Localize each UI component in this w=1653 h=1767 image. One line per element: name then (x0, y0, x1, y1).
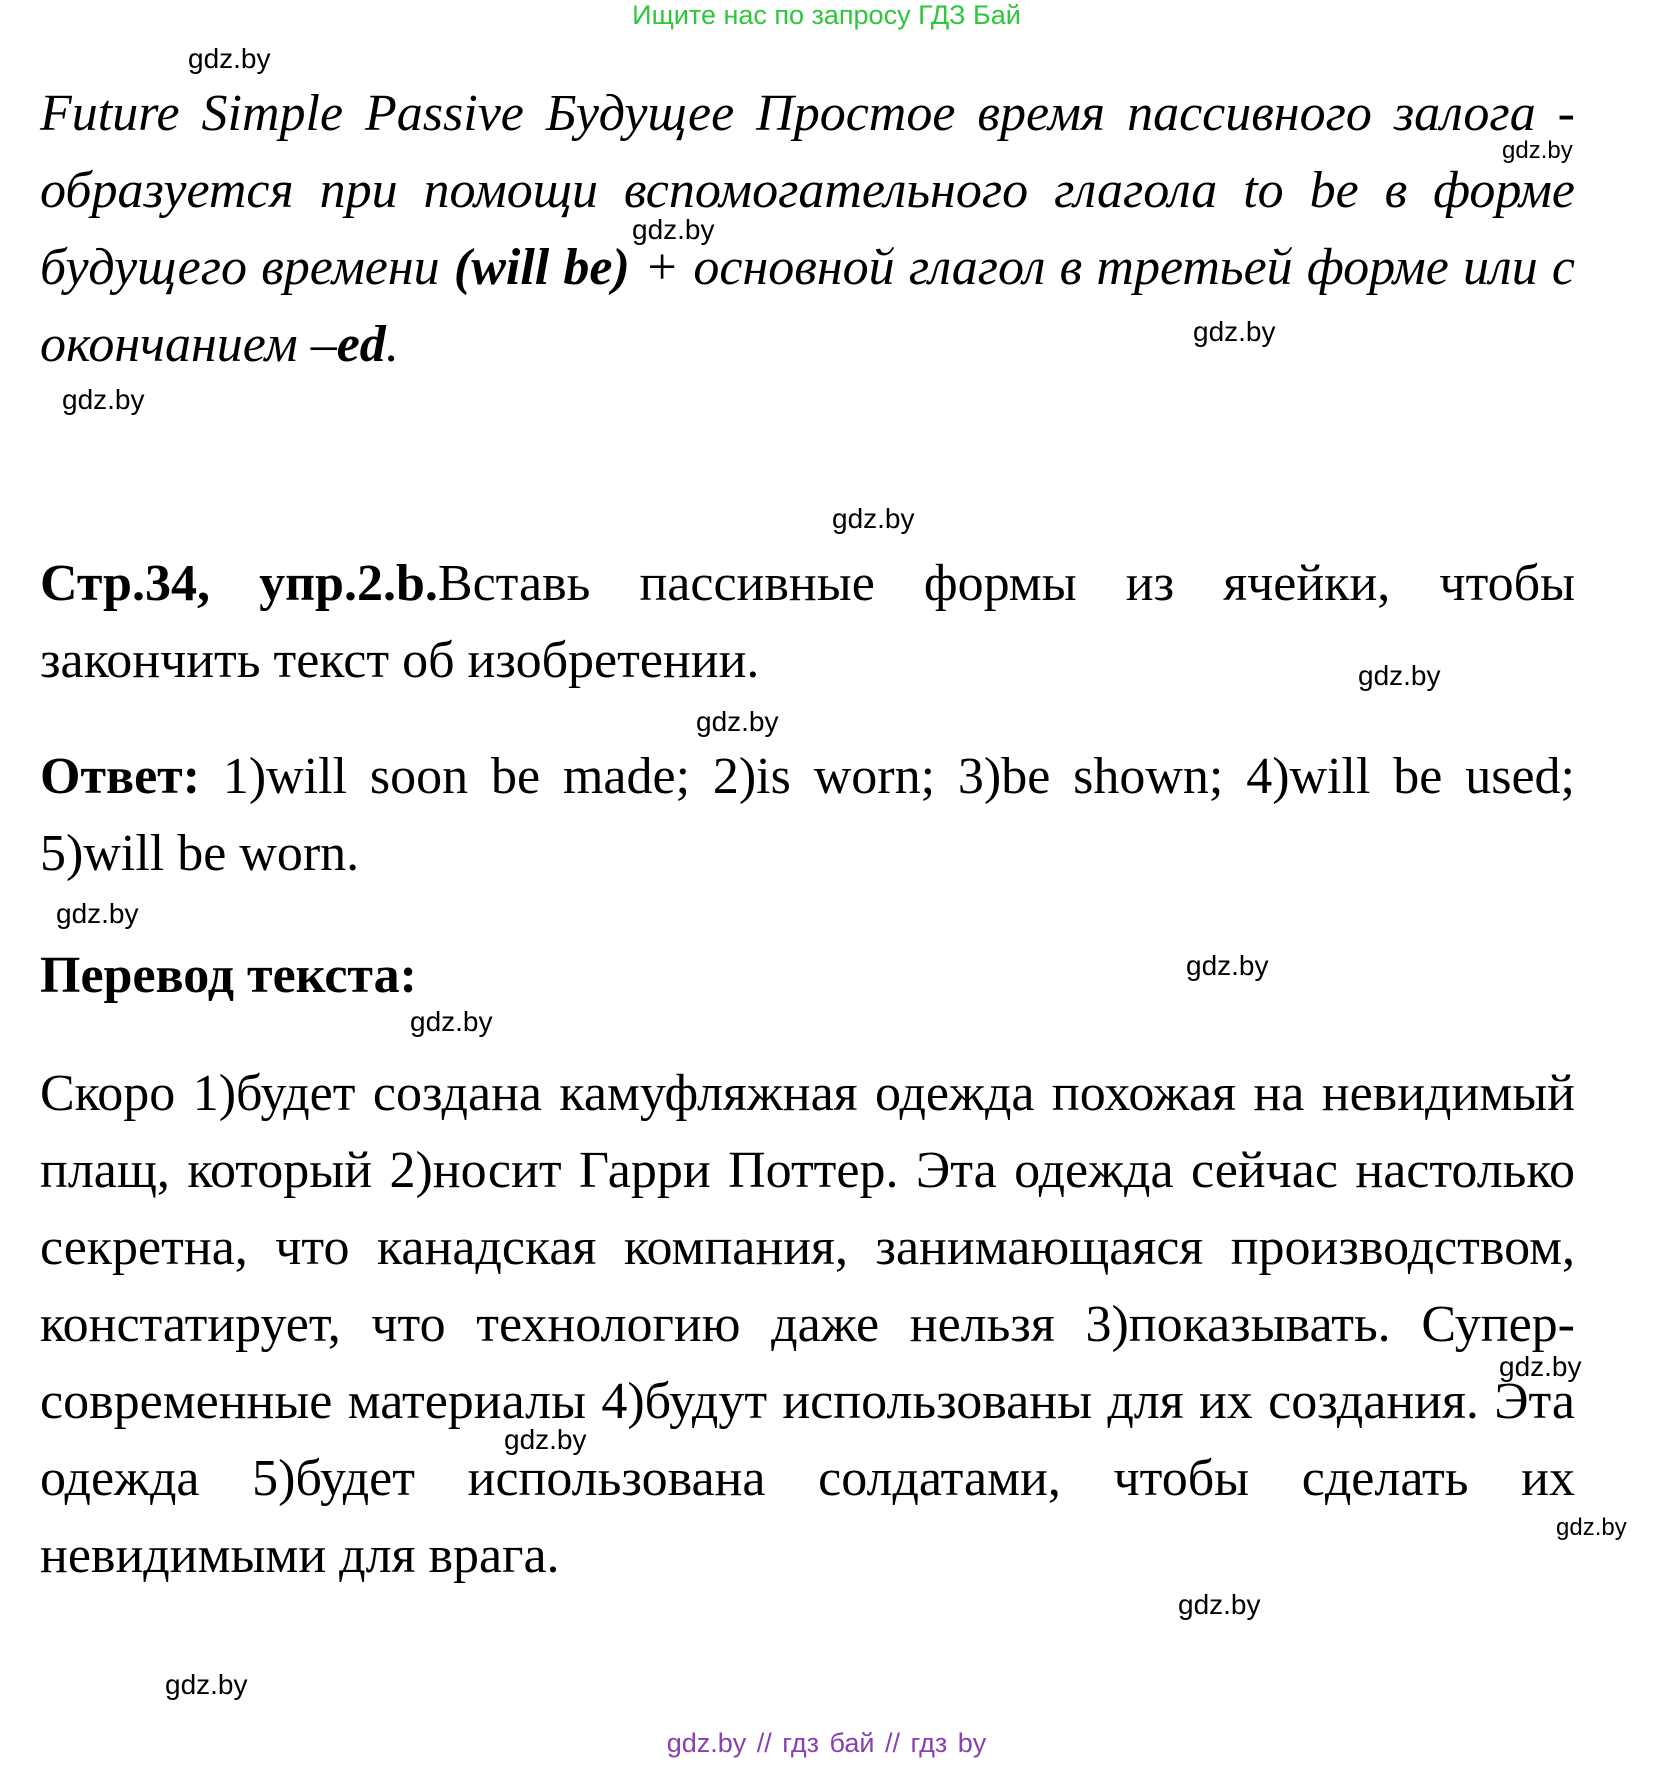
watermark: gdz.by (504, 1424, 587, 1455)
watermark: gdz.by (165, 1669, 248, 1700)
task-statement (40, 545, 1575, 699)
rule-auxiliary: (will be) (453, 239, 630, 296)
watermark: gdz.by (188, 43, 271, 74)
watermark: gdz.by (410, 1006, 493, 1037)
answer-text: 1)will soon be made; 2)is worn; 3)be shown; 4)will be used; 5)will be worn. (40, 748, 1575, 882)
watermark: gdz.by (62, 384, 145, 415)
translation-text: Скоро 1)будет создана камуфляжная одежда похожая на невидимый плащ, который 2)носит Гарри Поттер. Эта одежда сейчас настолько секретна, что канадская компания, занимающаяся производством, констатирует, что технологию даже нельзя 3)показывать. Супер-современные материалы 4)будут использованы для их создания. Эта одежда 5)будет использована солдатами, чтобы сделать их невидимыми для врага. (40, 1065, 1575, 1584)
task-label: Стр.34, упр.2.b. (40, 555, 438, 612)
watermark: gdz.by (56, 898, 139, 929)
footer-banner[interactable]: gdz.by // гдз бай // гдз by (666, 1728, 987, 1758)
rule-text: Future Simple Passive Будущее Простое время пассивного залога - образуется при помощи вспомогательного глагола to be в форме будущего времени (40, 85, 1575, 296)
task-text: Вставь пассивные формы из ячейки, чтобы закончить текст об изобретении. (40, 555, 1576, 689)
rule-suffix: ed (336, 316, 386, 373)
header-banner[interactable]: Ищите нас по запросу ГДЗ Бай (632, 0, 1021, 30)
answer-label: Ответ: (40, 748, 201, 805)
watermark: gdz.by (632, 214, 715, 245)
rule-text-cont: + основной глагол в третьей форме или с окончанием – (40, 239, 1575, 373)
rule-end: . (385, 316, 399, 373)
watermark: gdz.by (832, 503, 915, 534)
grammar-rule (40, 75, 1575, 383)
watermark: gdz.by (1178, 1589, 1261, 1620)
translation-heading: Перевод текста: (40, 947, 417, 1004)
watermark: gdz.by (1193, 316, 1276, 347)
watermark: gdz.by (1186, 950, 1269, 981)
watermark: gdz.by (1502, 137, 1573, 164)
watermark: gdz.by (1556, 1514, 1627, 1541)
watermark: gdz.by (696, 706, 779, 737)
watermark: gdz.by (1358, 660, 1441, 691)
watermark: gdz.by (1499, 1351, 1582, 1382)
answer (40, 738, 1575, 892)
